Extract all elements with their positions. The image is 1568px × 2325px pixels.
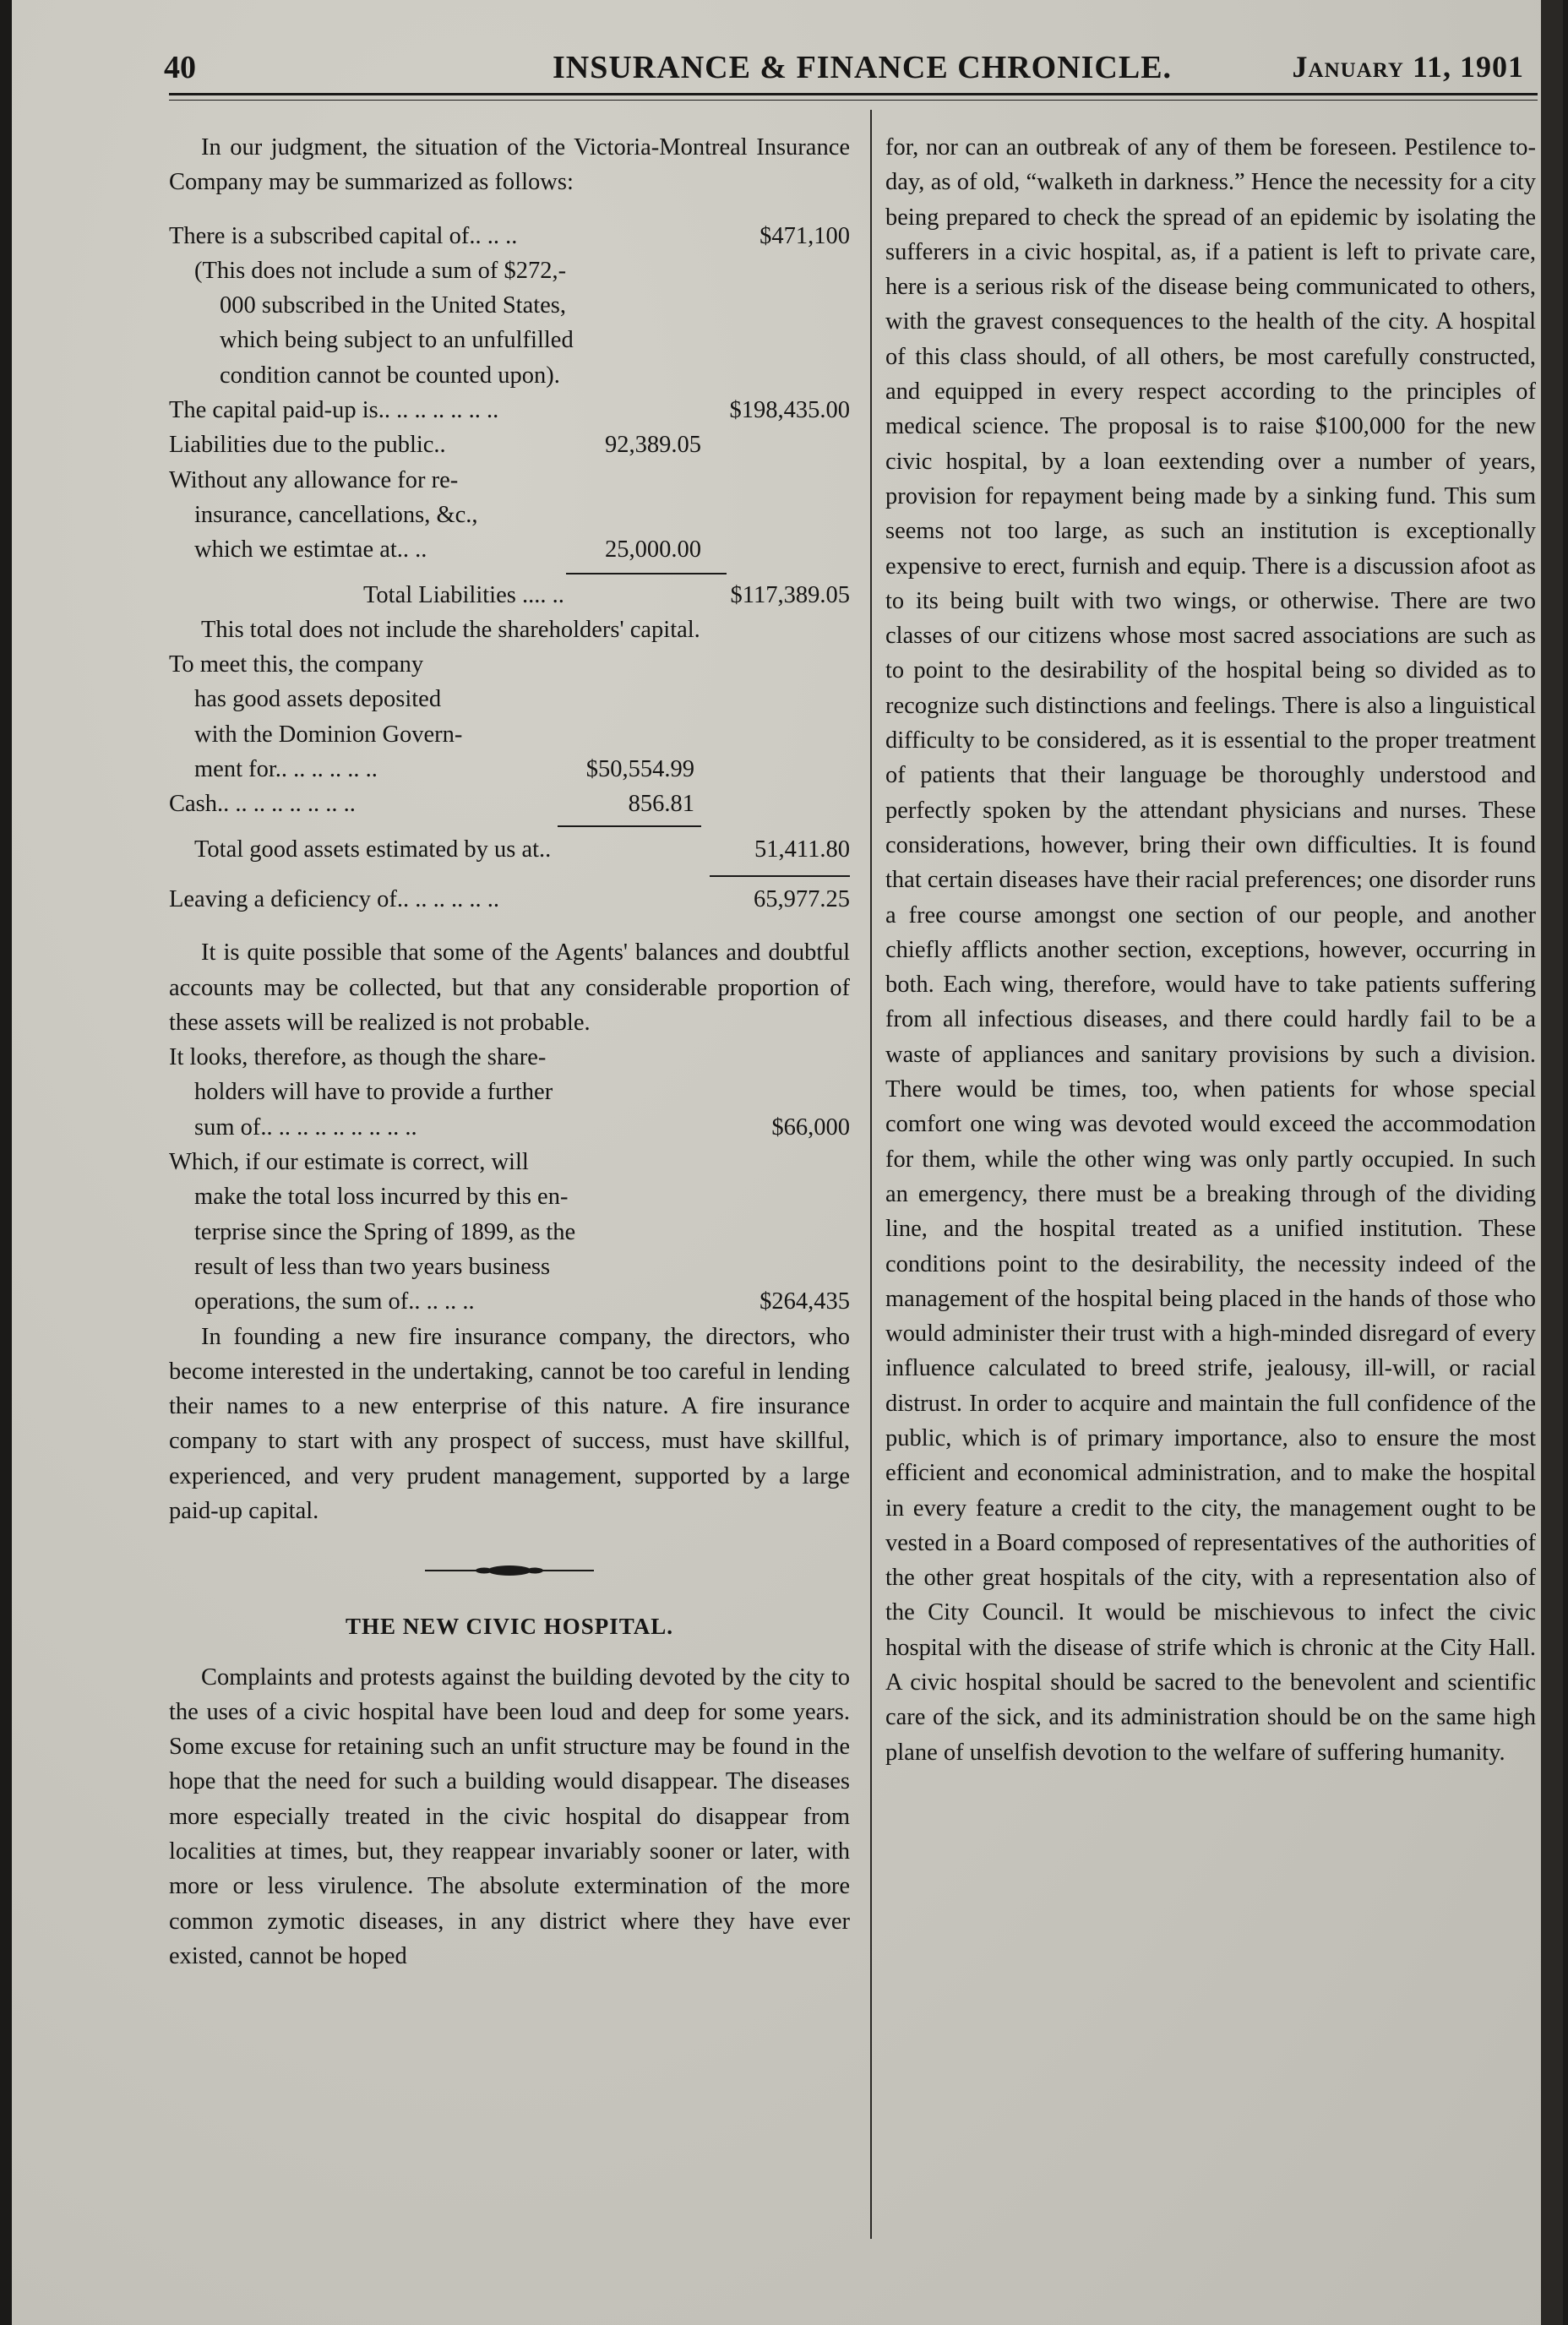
sum-rule <box>566 573 727 574</box>
section-ornament <box>425 1562 594 1579</box>
meet-line: To meet this, the company <box>169 651 424 678</box>
total-note: This total does not include the shareholders' capital. <box>201 616 700 643</box>
paidup-row <box>169 393 850 427</box>
meet-line: has good assets deposited <box>194 686 442 713</box>
operations-value: $264,435 <box>760 1288 850 1315</box>
agents-paragraph: It is quite possible that some of the Agents' balances and doubtful accounts may be collected, but that any considerable proportion of these assets will be realized is not probable. <box>169 939 850 1036</box>
which-line: result of less than two years business <box>194 1253 551 1280</box>
issue-date: January 11, 1901 <box>1292 50 1524 84</box>
estimate-value: 25,000.00 <box>605 536 701 564</box>
further-label: sum of.. .. .. .. .. .. .. .. .. <box>194 1113 417 1141</box>
note-line: which being subject to an unfulfilled <box>220 327 574 354</box>
journal-title: INSURANCE & FINANCE CHRONICLE. <box>553 50 1173 85</box>
meet-label: ment for.. .. .. .. .. .. <box>194 756 378 783</box>
operations-label: operations, the sum of.. .. .. .. <box>194 1288 475 1315</box>
good-assets-value: 51,411.80 <box>754 836 850 863</box>
meet-row <box>169 752 694 787</box>
further-value: $66,000 <box>771 1113 850 1141</box>
further-line: holders will have to provide a further <box>194 1079 553 1106</box>
total-liabilities-value: $117,389.05 <box>730 581 850 608</box>
cash-row <box>169 787 694 821</box>
total-liabilities-label: Total Liabilities .... .. <box>363 581 564 608</box>
operations-row <box>169 1284 850 1319</box>
total-liabilities-row <box>169 578 850 613</box>
paidup-label: The capital paid-up is.. .. .. .. .. .. .. <box>169 397 499 424</box>
further-line: It looks, therefore, as though the share- <box>169 1044 547 1071</box>
page-number: 40 <box>164 50 196 85</box>
intro-paragraph: In our judgment, the situation of the Victoria-Montreal Insurance Company may be summarized as follows: <box>169 134 850 196</box>
header-rule-thin <box>169 100 1538 101</box>
which-line: make the total loss incurred by this en- <box>194 1184 569 1211</box>
meet-value: $50,554.99 <box>585 756 694 783</box>
good-assets-row <box>169 832 850 867</box>
liabilities-row <box>169 427 701 462</box>
meet-line: with the Dominion Govern- <box>194 721 463 748</box>
without-line: insurance, cancellations, &c., <box>194 501 478 528</box>
hospital-continued-paragraph: for, nor can an outbreak of any of them be foreseen. Pestilence to-day, as of old, “walketh in darkness.” Hence the necessity for a city being prepared to check the spread of an epidemic by isolating the sufferers in a civic hospital, as, if a patient is left to private care, here is a serious risk of the disease being communicated to others, with the gravest consequences to the health of the city. A hospital of this class should, of all others, be most carefully constructed, and equipped in every respect according to the principles of medical science. The proposal is to raise $100,000 for the new civic hospital, by a loan eextending over a number of years, provision for repayment being made by a sinking fund. This sum seems not too large, as such an institution is exceptionally expensive to erect, furnish and equip. There is a discussion afoot as to its being built with two wings, or otherwise. There are two classes of our citizens whose most sacred associations are such as to point to the desirability of the hospital being so divided as to recognize such distinctions and feelings. There is also a linguistical difficulty to be considered, as it is essential to the proper treatment of patients that their language be thoroughly understood and perfectly spoken by the attendant physicians and nurses. These considerations, however, bring their own difficulties. It is found that certain diseases have their racial preferences; one disorder runs a free course amongst one section of our people, and another chiefly afflicts another section, exceptions, however, occurring in both. Each wing, therefore, would have to take patients suffering from all infectious diseases, and there could hardly fail to be a waste of appliances and sanitary provisions by such a division. There would be times, too, when patients for whose special comfort one wing was devoted would exceed the accommodation for them, while the other wing was only partly occupied. In such an emergency, there must be a breaking through of the dividing line, and the hospital treated as a unified institution. These conditions point to the desirability, the necessity indeed of the management of the hospital being placed in the hands of those who would administer their trust with a high-minded disregard of every influence calculated to breed strife, jealousy, ill-will, or racial distrust. In order to acquire and maintain the full confidence of the public, which is of primary importance, also to ensure the most efficient and economical administration, and to make the hospital in every feature a credit to the city, the management ought to be vested in a Board composed of representatives of the authorities of the other great hospitals of the city, with a representation also of the City Council. It would be mischievous to infect the civic hospital with the disease of strife which is chronic at the City Hall. A civic hospital should be sacred to the benevolent and scientific care of the sick, and its administration should be on the same high plane of unselfish devotion to the welfare of suffering humanity. <box>885 134 1536 1766</box>
subscribed-note <box>169 253 850 393</box>
note-line: condition cannot be counted upon). <box>220 362 560 389</box>
sum-rule <box>558 825 701 827</box>
deficiency-row <box>169 882 850 917</box>
estimate-row <box>169 532 701 567</box>
estimate-label: which we estimtae at.. .. <box>194 536 427 564</box>
page-header <box>164 49 1524 91</box>
subscribed-capital-row <box>169 219 850 253</box>
note-line: 000 subscribed in the United States, <box>220 292 567 319</box>
hospital-paragraph: Complaints and protests against the building devoted by the city to the uses of a civic hospital have been loud and deep for some years. Some excuse for retaining such an unfit structure may be found in the hope that the need for such a building would disappear. The diseases more especially treated in the civic hospital do disappear from localities at times, but, they reappear invariably sooner or later, with more or less virulence. The absolute extermination of the more common zymotic diseases, in any district where they have ever existed, cannot be hoped <box>169 1663 850 1969</box>
liabilities-value: 92,389.05 <box>605 432 701 459</box>
right-column <box>885 130 1536 1770</box>
column-divider <box>870 110 872 2239</box>
section-heading: THE NEW CIVIC HOSPITAL. <box>345 1614 674 1640</box>
header-rule <box>169 93 1538 95</box>
left-column <box>169 130 850 1974</box>
further-row <box>169 1110 850 1145</box>
note-line: (This does not include a sum of $272,- <box>194 257 567 284</box>
cash-value: 856.81 <box>628 791 694 818</box>
sum-rule <box>710 875 850 877</box>
without-line: Without any allowance for re- <box>169 466 459 493</box>
subscribed-capital-label: There is a subscribed capital of.. .. .. <box>169 222 518 249</box>
cash-label: Cash.. .. .. .. .. .. .. .. <box>169 791 356 818</box>
paidup-value: $198,435.00 <box>729 397 850 424</box>
subscribed-capital-value: $471,100 <box>760 222 850 249</box>
page-edge-shadow <box>1541 0 1563 2325</box>
deficiency-label: Leaving a deficiency of.. .. .. .. .. .. <box>169 885 499 912</box>
newspaper-page <box>12 0 1563 2325</box>
which-line: Which, if our estimate is correct, will <box>169 1149 529 1176</box>
liabilities-label: Liabilities due to the public.. <box>169 432 446 459</box>
good-assets-label: Total good assets estimated by us at.. <box>194 836 552 863</box>
founding-paragraph: In founding a new fire insurance company, the directors, who become interested in the undertaking, cannot be too careful in lending their names to a new enterprise of this nature. A fire insurance company to start with any prospect of success, must have skillful, experienced, and very prudent management, supported by a large paid-up capital. <box>169 1323 850 1524</box>
deficiency-value: 65,977.25 <box>754 885 850 912</box>
which-line: terprise since the Spring of 1899, as the <box>194 1218 576 1245</box>
